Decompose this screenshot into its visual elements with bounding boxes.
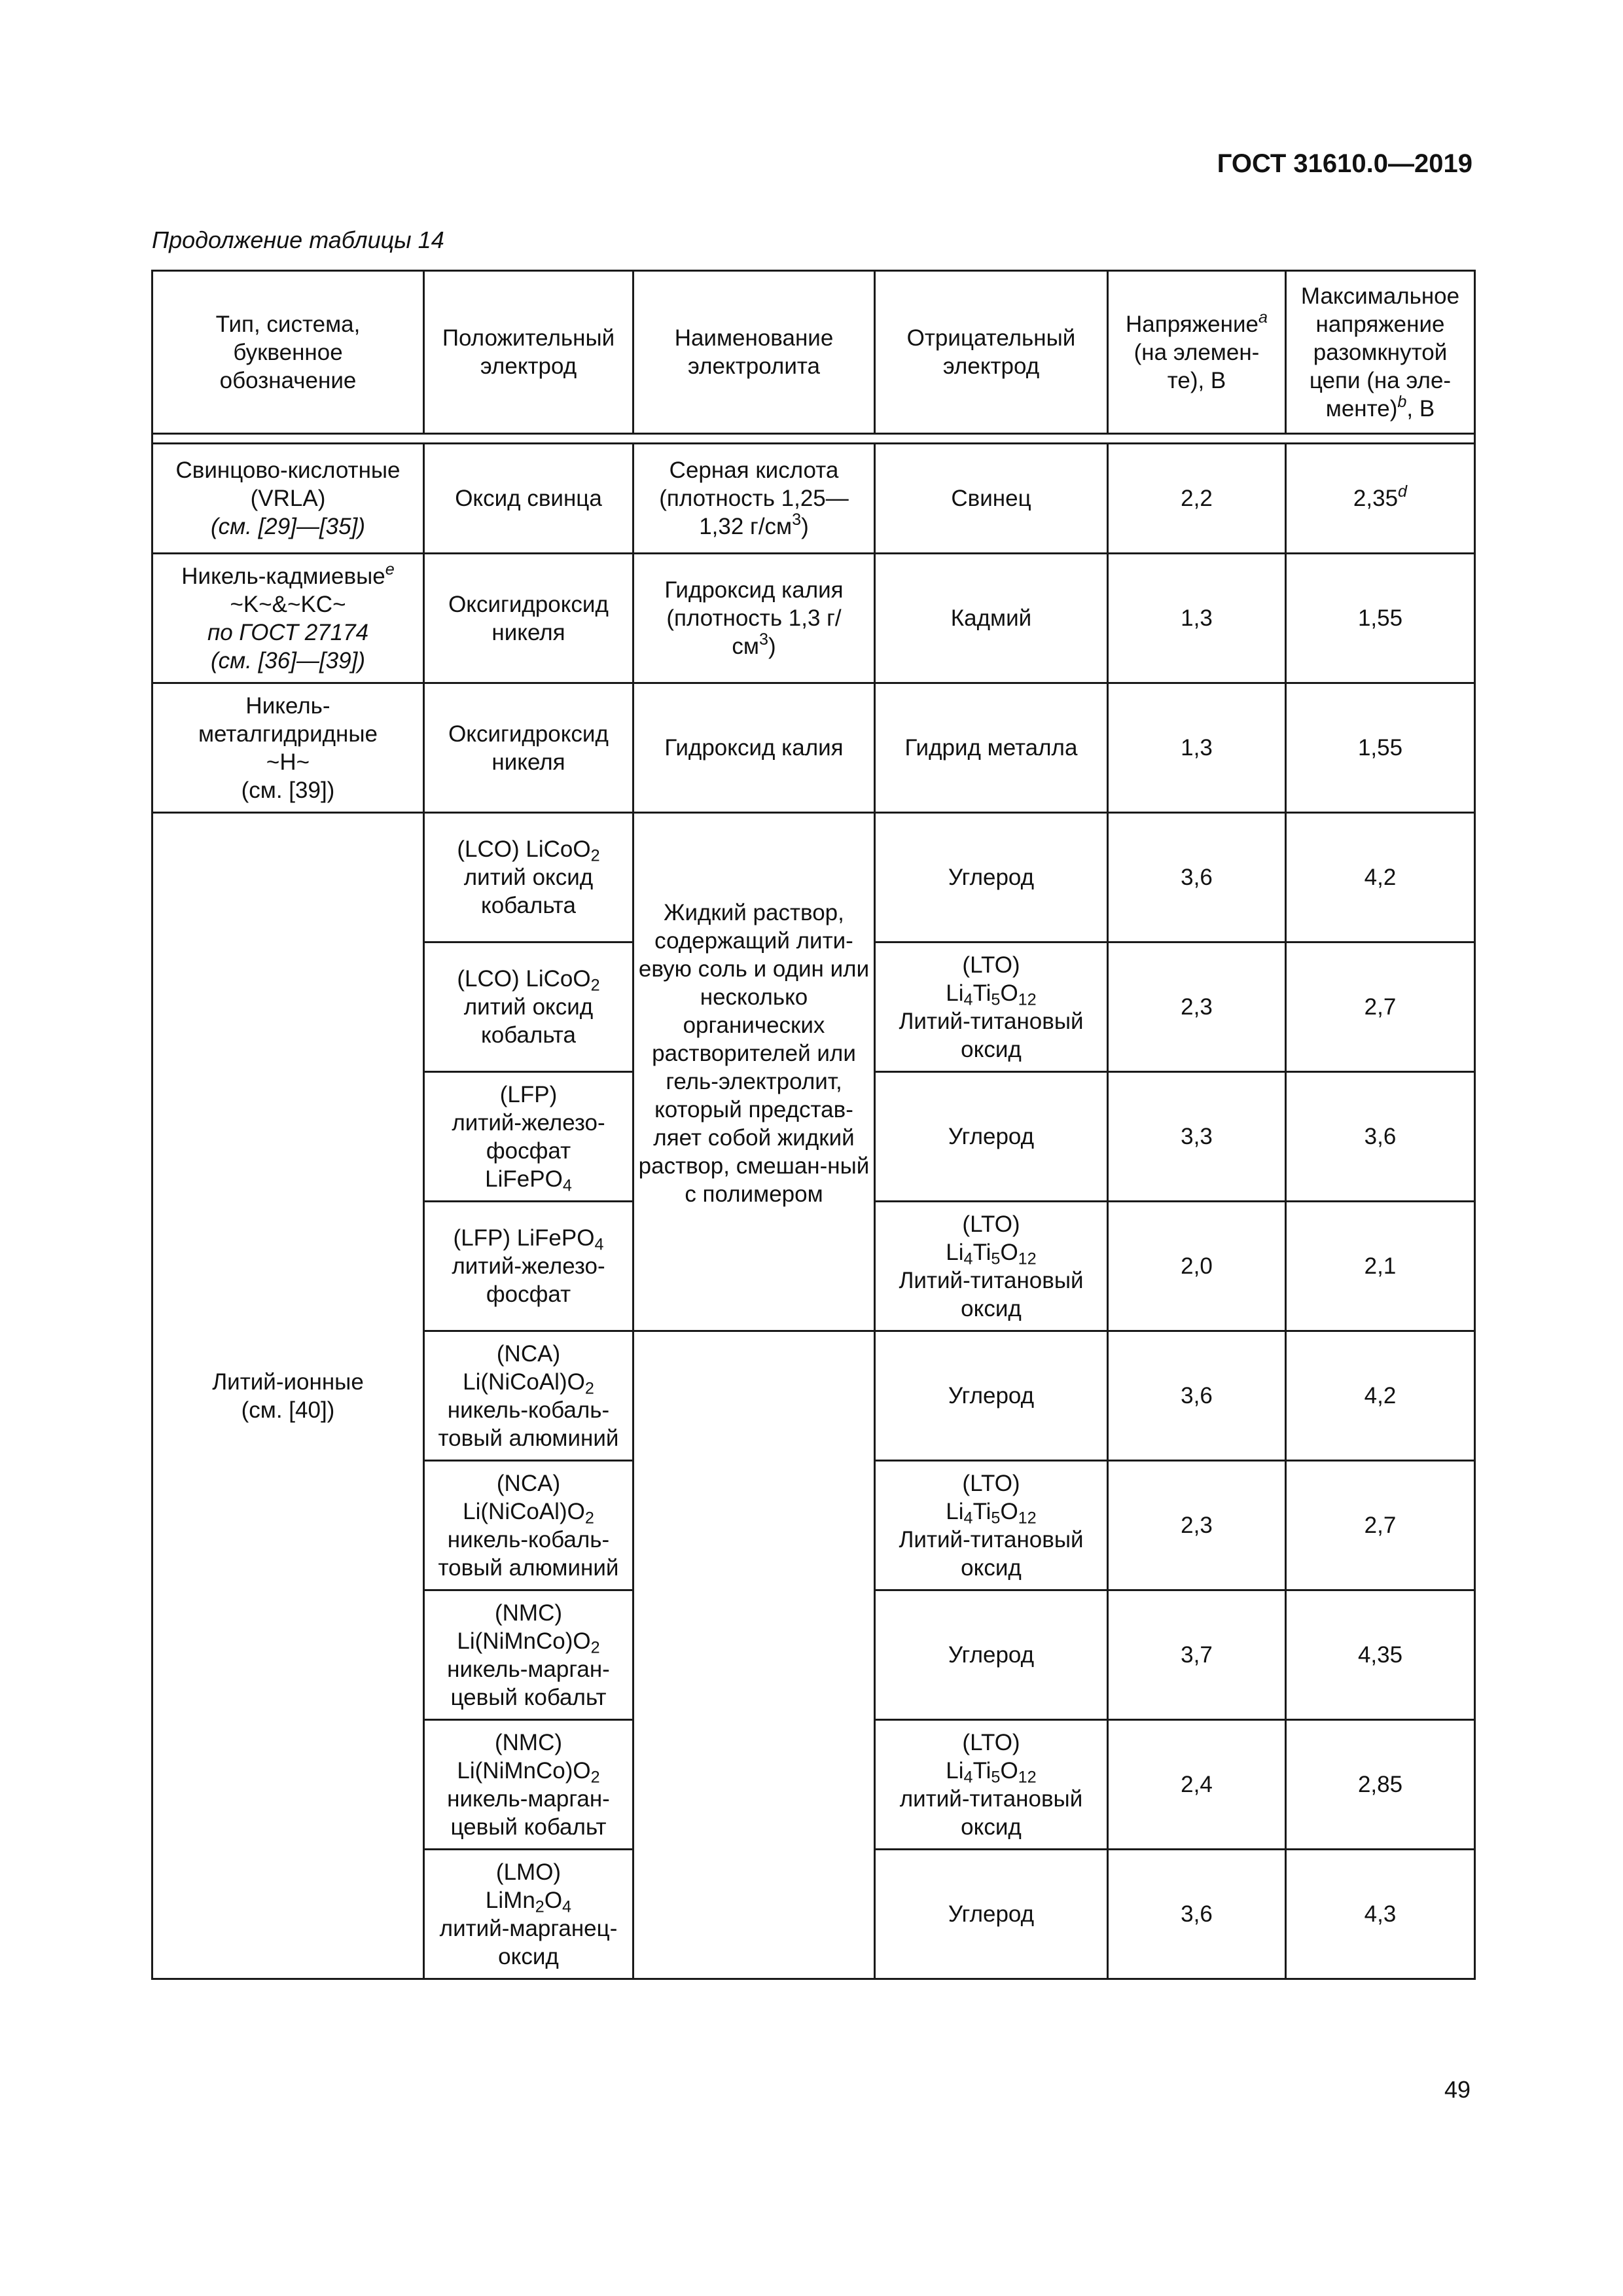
cell-voltage: 1,3 (1108, 683, 1286, 813)
cell-max-voltage: 1,55 (1286, 554, 1475, 683)
cell-max-voltage: 2,7 (1286, 1461, 1475, 1590)
cell-electrolyte: Серная кислота (плотность 1,25—1,32 $г/см^3$) (633, 444, 875, 554)
cell-negative: Углерод (875, 1590, 1108, 1720)
cell-max-voltage: 2,85 (1286, 1720, 1475, 1850)
cell-max-voltage: 2,1 (1286, 1202, 1475, 1331)
cell-voltage: 2,0 (1108, 1202, 1286, 1331)
header-divider (152, 434, 1475, 444)
page-number: 49 (1444, 2076, 1471, 2103)
cell-voltage: 3,6 (1108, 813, 1286, 942)
cell-negative: Углерод (875, 1850, 1108, 1979)
cell-electrolyte-empty (633, 1331, 875, 1979)
cell-negative: Углерод (875, 1331, 1108, 1461)
cell-type: Свинцово-кислотные (VRLA) (см. [29]—[35]) (152, 444, 424, 554)
cell-positive: (NCA) $Li(NiCoAl)O_2$ никель-кобаль-товый алюминий (424, 1331, 633, 1461)
cell-max-voltage: 3,6 (1286, 1072, 1475, 1202)
cell-max-voltage: 4,2 (1286, 1331, 1475, 1461)
cell-max-voltage: 1,55 (1286, 683, 1475, 813)
cell-negative: (LTO) $Li_4Ti_5O_{12}$ Литий-титановый оксид (875, 1202, 1108, 1331)
cell-voltage: 3,6 (1108, 1850, 1286, 1979)
cell-max-voltage: 4,2 (1286, 813, 1475, 942)
cell-voltage: 2,4 (1108, 1720, 1286, 1850)
cell-type-lithium-ion: Литий-ионные (см. [40]) (152, 813, 424, 1979)
cell-positive: (NMC) $Li(NiMnCo)O_2$ никель-марган-цевый кобальт (424, 1720, 633, 1850)
cell-voltage: 3,6 (1108, 1331, 1286, 1461)
cell-negative: (LTO) $Li_4Ti_5O_{12}$ Литий-титановый оксид (875, 942, 1108, 1072)
cell-negative: (LTO) $Li_4Ti_5O_{12}$ литий-титановый оксид (875, 1720, 1108, 1850)
cell-positive: (LCO) LiCoO$_2$ литий оксид кобальта (424, 942, 633, 1072)
cell-voltage: 2,3 (1108, 942, 1286, 1072)
cell-negative: Углерод (875, 813, 1108, 942)
cell-negative: Гидрид металла (875, 683, 1108, 813)
header-max-voltage: Максимальное напряжение разомкнутой цепи (на эле-менте)$^b$, В (1286, 271, 1475, 434)
cell-voltage: 3,3 (1108, 1072, 1286, 1202)
table-caption: Продолжение таблицы 14 (152, 226, 444, 253)
cell-voltage: 2,2 (1108, 444, 1286, 554)
cell-max-voltage: 4,35 (1286, 1590, 1475, 1720)
cell-electrolyte: Гидроксид калия (633, 683, 875, 813)
cell-electrolyte-liquid: Жидкий раствор, содержащий лити-евую соль и один или несколько органических растворителей или гель-электролит, который представ-ляет собой жидкий раствор, смешан-ный с полимером (633, 813, 875, 1331)
cell-negative: Углерод (875, 1072, 1108, 1202)
document-number: ГОСТ 31610.0—2019 (1217, 149, 1472, 178)
cell-positive: Оксигидроксид никеля (424, 554, 633, 683)
table-row-liion-1 (152, 813, 1475, 942)
cell-positive: Оксид свинца (424, 444, 633, 554)
cell-negative: Свинец (875, 444, 1108, 554)
header-type: Тип, система, буквенное обозначение (152, 271, 424, 434)
table-row-lead-acid (152, 444, 1475, 554)
cell-type: Никель- металгидридные ~H~ (см. [39]) (152, 683, 424, 813)
cell-voltage: 3,7 (1108, 1590, 1286, 1720)
cell-voltage: 1,3 (1108, 554, 1286, 683)
table-header-row (152, 271, 1475, 434)
cell-max-voltage: 2,7 (1286, 942, 1475, 1072)
header-positive-electrode: Положительный электрод (424, 271, 633, 434)
header-negative-electrode: Отрицательный электрод (875, 271, 1108, 434)
table-row-nickel-cadmium (152, 554, 1475, 683)
cell-positive: (LMO) $LiMn_2O_4$ литий-марганец-оксид (424, 1850, 633, 1979)
cell-positive: (NCA) $Li(NiCoAl)O_2$ никель-кобаль-товый алюминий (424, 1461, 633, 1590)
cell-type: Никель-кадмиевые$^e$ ~K~&~KC~ по ГОСТ 27174 (см. [36]—[39]) (152, 554, 424, 683)
cell-positive: (LFP) LiFePO$_4$ литий-железо-фосфат (424, 1202, 633, 1331)
cell-negative: (LTO) $Li_4Ti_5O_{12}$ Литий-титановый оксид (875, 1461, 1108, 1590)
cell-max-voltage: 4,3 (1286, 1850, 1475, 1979)
cell-max-voltage: 2,35$^d$ (1286, 444, 1475, 554)
cell-voltage: 2,3 (1108, 1461, 1286, 1590)
cell-positive: Оксигидроксид никеля (424, 683, 633, 813)
header-electrolyte: Наименование электролита (633, 271, 875, 434)
cell-positive: (NMC) $Li(NiMnCo)O_2$ никель-марган-цевый кобальт (424, 1590, 633, 1720)
cell-positive: (LFP) литий-железо-фосфат LiFePO$_4$ (424, 1072, 633, 1202)
cell-negative: Кадмий (875, 554, 1108, 683)
cell-positive: (LCO) LiCoO$_2$ литий оксид кобальта (424, 813, 633, 942)
table-row-nickel-metal-hydride (152, 683, 1475, 813)
battery-types-table (151, 270, 1476, 1980)
cell-electrolyte: Гидроксид калия (плотность 1,3 $г/см^3$) (633, 554, 875, 683)
header-voltage: Напряжение$^a$ (на элемен-те), В (1108, 271, 1286, 434)
